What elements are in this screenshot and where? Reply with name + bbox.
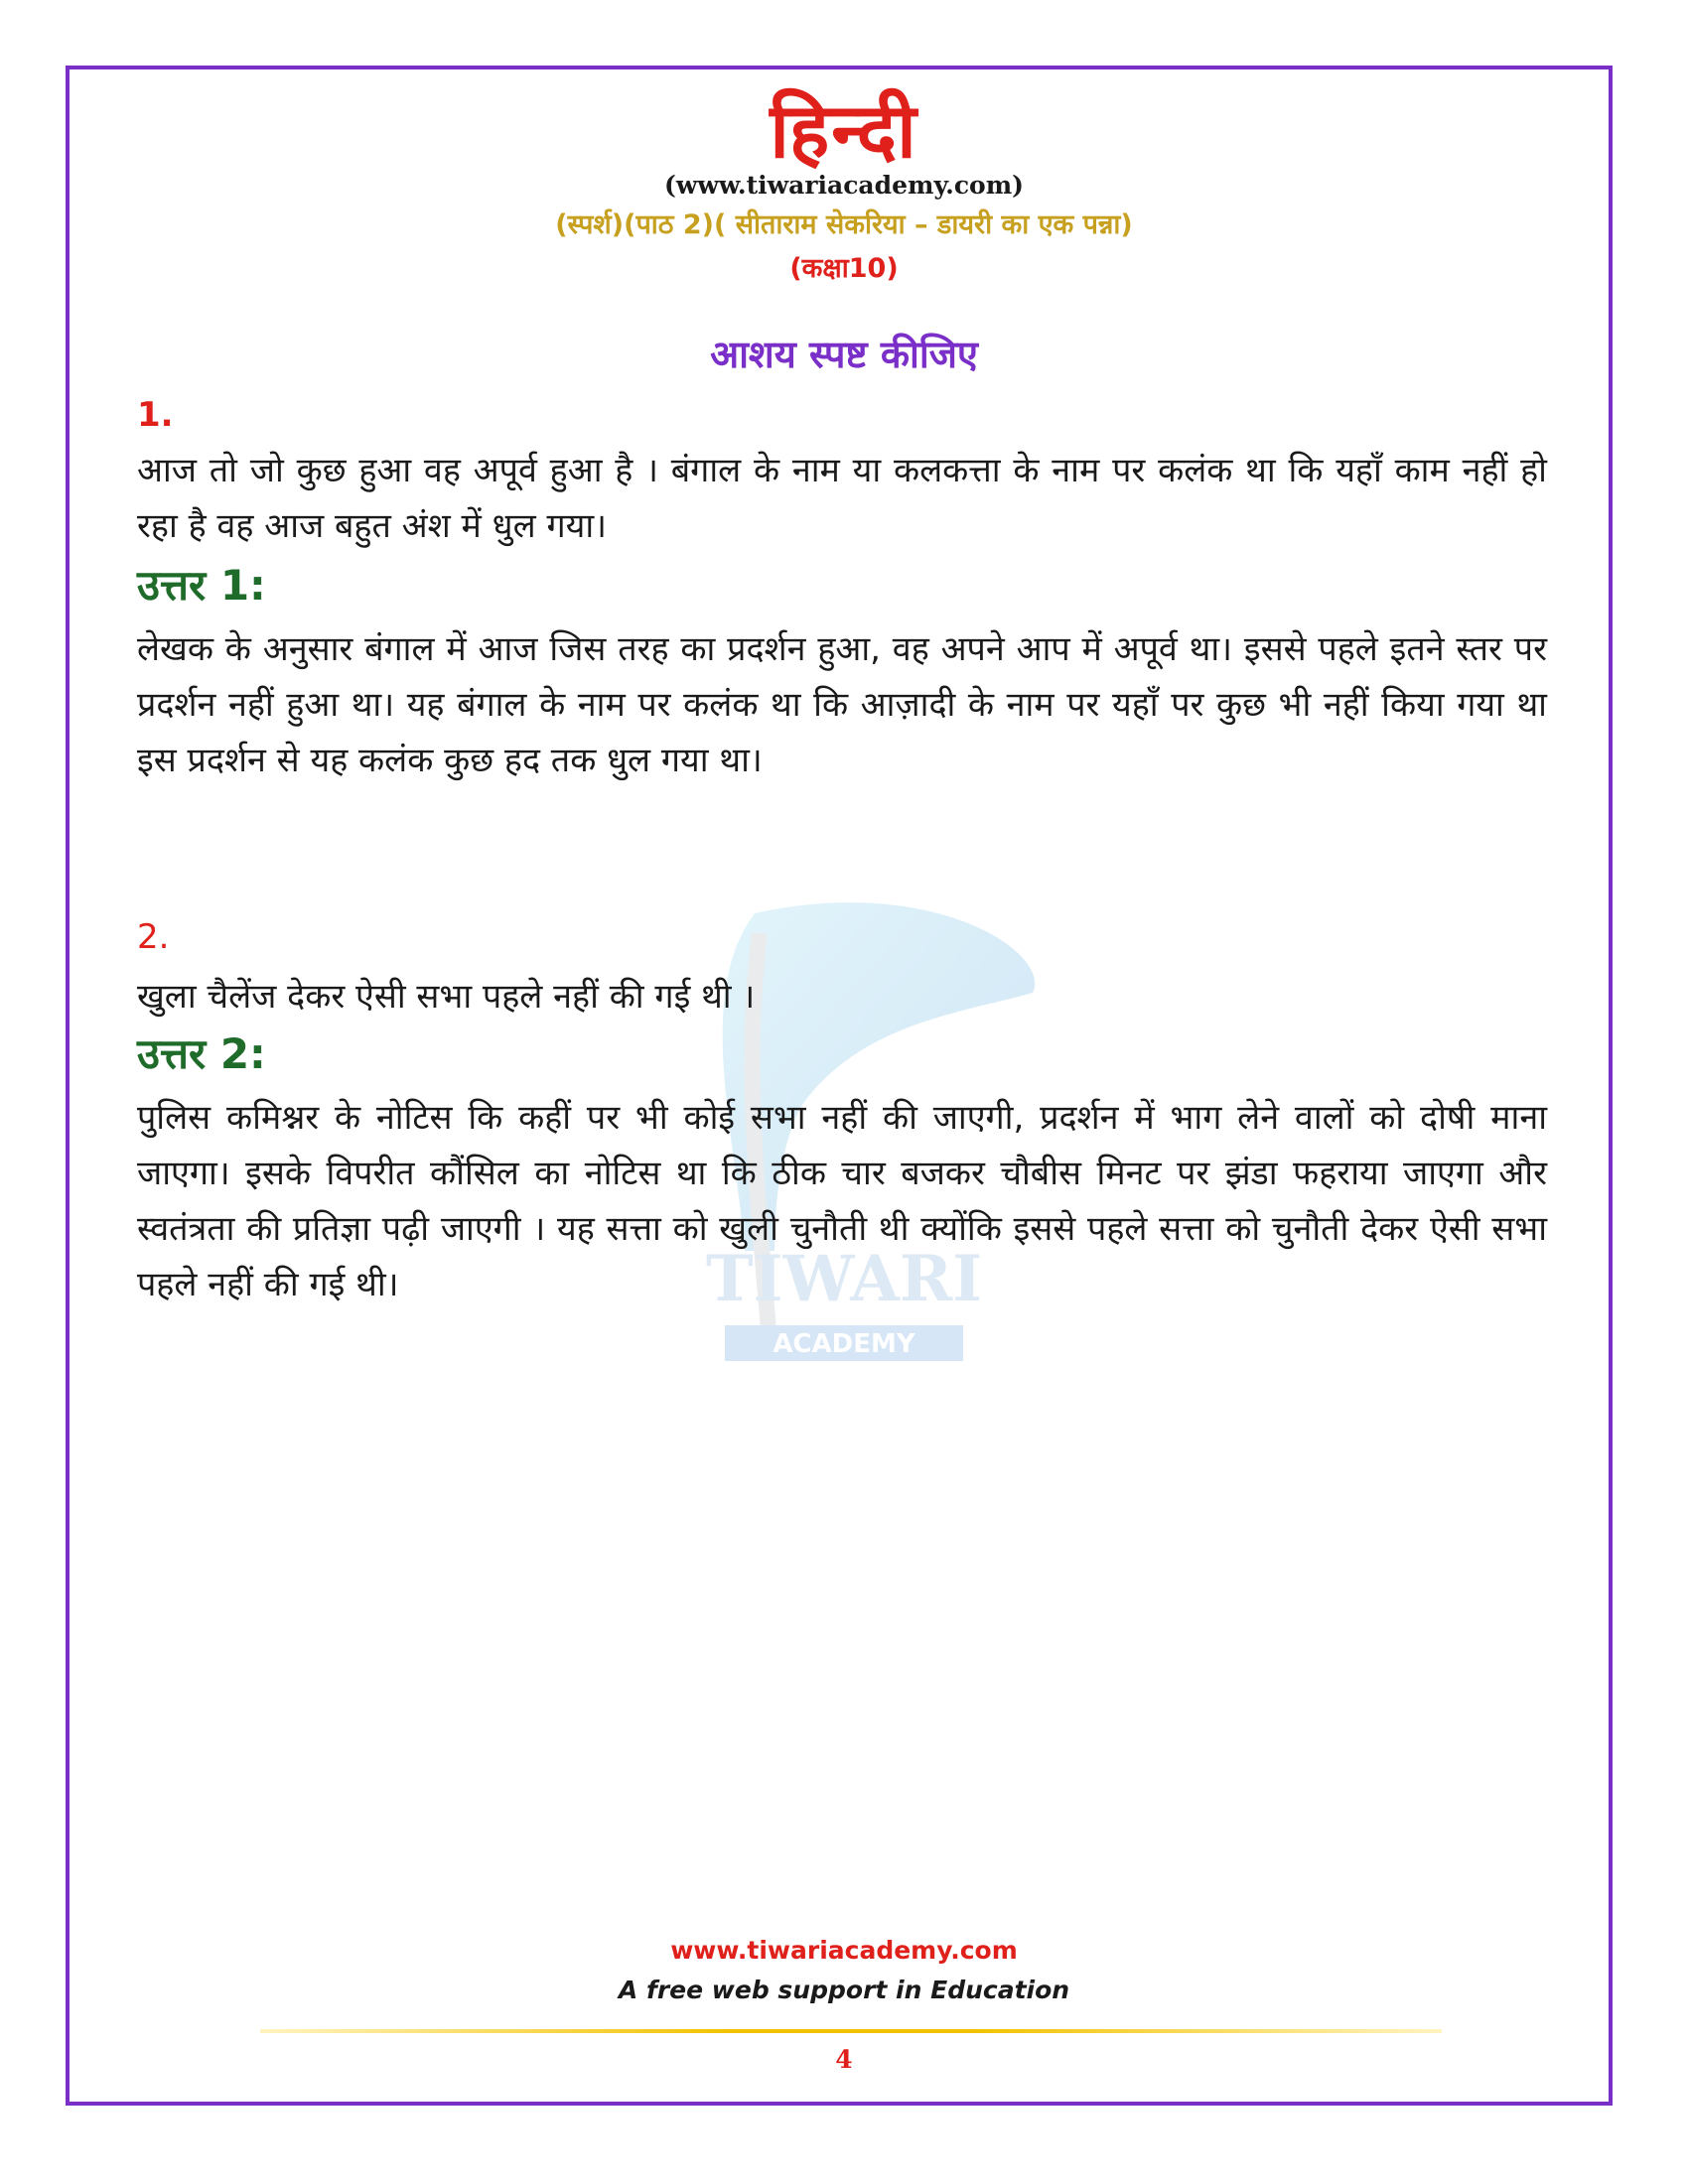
answer-label: उत्तर 2: xyxy=(137,1029,266,1078)
answer-text: लेखक के अनुसार बंगाल में आज जिस तरह का प्रदर्शन हुआ, वह अपने आप में अपूर्व था। इससे पहले इतने स्तर पर प्रदर्शन नहीं हुआ था। यह बंगाल के नाम पर कलंक था कि आज़ादी के नाम पर यहाँ पर कुछ भी नहीं किया गया था इस प्रदर्शन से यह कलंक कुछ हद तक धुल गया था। xyxy=(137,629,1547,780)
section-heading: आशय स्पष्ट कीजिए xyxy=(710,333,978,376)
answer-label: उत्तर 1: xyxy=(137,561,266,610)
class-label: (कक्षा10) xyxy=(789,253,899,284)
footer-divider xyxy=(260,2029,1442,2033)
header-website-link[interactable]: (www.tiwariacademy.com) xyxy=(663,171,1024,200)
question-text: आज तो जो कुछ हुआ वह अपूर्व हुआ है । बंगाल के नाम या कलकत्ता के नाम पर कलंक था कि यहाँ काम नहीं हो रहा है वह आज बहुत अंश में धुल गया। xyxy=(137,451,1547,546)
chapter-subtitle: (स्पर्श)(पाठ 2)( सीताराम सेकरिया – डायरी का एक पन्ना) xyxy=(555,209,1133,240)
footer-website-link[interactable]: www.tiwariacademy.com xyxy=(670,1936,1018,1965)
page-title: हिन्दी xyxy=(770,86,918,175)
footer-tagline: A free web support in Education xyxy=(618,1976,1070,2004)
answer-text: पुलिस कमिश्नर के नोटिस कि कहीं पर भी कोई सभा नहीं की जाएगी, प्रदर्शन में भाग लेने वालों को दोषी माना जाएगा। इसके विपरीत कौंसिल का नोटिस था कि ठीक चार बजकर चौबीस मिनट पर झंडा फहराया जाएगा और स्वतंत्रता की प्रतिज्ञा पढ़ी जाएगी । यह सत्ता को खुली चुनौती थी क्योंकि इससे पहले सत्ता को चुनौती देकर ऐसी सभा पहले नहीं की गई थी। xyxy=(137,1098,1547,1304)
question-text: खुला चैलेंज देकर ऐसी सभा पहले नहीं की गई थी । xyxy=(137,977,756,1017)
watermark-subtext: ACADEMY xyxy=(773,1329,915,1359)
question-number: 1. xyxy=(137,395,174,435)
watermark-text: TIWARI xyxy=(705,1242,983,1316)
page-number: 4 xyxy=(835,2045,853,2074)
question-number: 2. xyxy=(137,917,170,957)
